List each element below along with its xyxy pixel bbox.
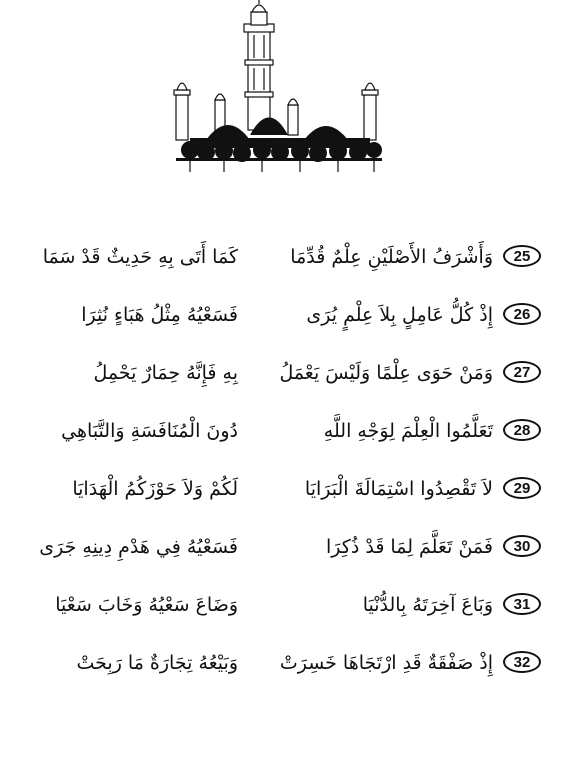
verse-row: [0, 646, 565, 680]
verse-number-badge: 32: [503, 651, 541, 673]
verse-number-badge: 26: [503, 303, 541, 325]
verse-row: [0, 298, 565, 332]
verse-second-hemistich: فَسَعْيُهُ مِثْلُ هَبَاءٍ نُثِرَا: [81, 304, 238, 326]
verse-first-hemistich: إِذْ صَفْقَةٌ قَدِ ارْتَجَاهَا خَسِرَتْ: [279, 652, 493, 674]
verse-number-badge: 25: [503, 245, 541, 267]
verse-first-hemistich: وَأَشْرَفُ الأَصْلَيْنِ عِلْمٌ قُدِّمَا: [290, 246, 493, 268]
verse-number-badge: 27: [503, 361, 541, 383]
verse-row: [0, 356, 565, 390]
verse-first-hemistich: وَبَاعَ آخِرَتَهُ بِالدُّنْيَا: [362, 594, 493, 616]
verse-row: [0, 530, 565, 564]
verse-row: [0, 414, 565, 448]
verse-second-hemistich: وَبَيْعُهُ تِجَارَةٌ مَا رَبِحَتْ: [76, 652, 238, 674]
verse-row: [0, 240, 565, 274]
verse-second-hemistich: وَضَاعَ سَعْيُهُ وَخَابَ سَعْيَا: [55, 594, 238, 616]
verse-second-hemistich: فَسَعْيُهُ فِي هَدْمِ دِينِهِ جَرَى: [39, 536, 238, 558]
verse-first-hemistich: تَعَلَّمُوا الْعِلْمَ لِوَجْهِ اللَّهِ: [323, 420, 493, 442]
verse-row: [0, 472, 565, 506]
verse-number-badge: 30: [503, 535, 541, 557]
verse-number-badge: 29: [503, 477, 541, 499]
verse-first-hemistich: لاَ تَقْصِدُوا اسْتِمَالَةَ الْبَرَايَا: [304, 478, 493, 500]
verse-first-hemistich: فَمَنْ تَعَلَّمَ لِمَا قَدْ ذُكِرَا: [326, 536, 493, 558]
verse-number-badge: 28: [503, 419, 541, 441]
verse-first-hemistich: إِذْ كُلُّ عَامِلٍ بِلاَ عِلْمٍ يُرَى: [306, 304, 493, 326]
verse-row: [0, 588, 565, 622]
verse-number-badge: 31: [503, 593, 541, 615]
verse-first-hemistich: وَمَنْ حَوَى عِلْمًا وَلَيْسَ يَعْمَلُ: [279, 362, 493, 384]
verse-second-hemistich: دُونَ الْمُنَافَسَةِ وَالتَّبَاهِي: [61, 420, 238, 442]
verse-second-hemistich: لَكُمْ وَلاَ حَوْزَكُمُ الْهَدَايَا: [72, 478, 238, 500]
verse-second-hemistich: بِهِ فَإِنَّهُ حِمَارٌ يَحْمِلُ: [93, 362, 238, 384]
verse-second-hemistich: كَمَا أَتَى بِهِ حَدِيثٌ قَدْ سَمَا: [42, 246, 238, 268]
mosque-illustration: [168, 0, 390, 174]
